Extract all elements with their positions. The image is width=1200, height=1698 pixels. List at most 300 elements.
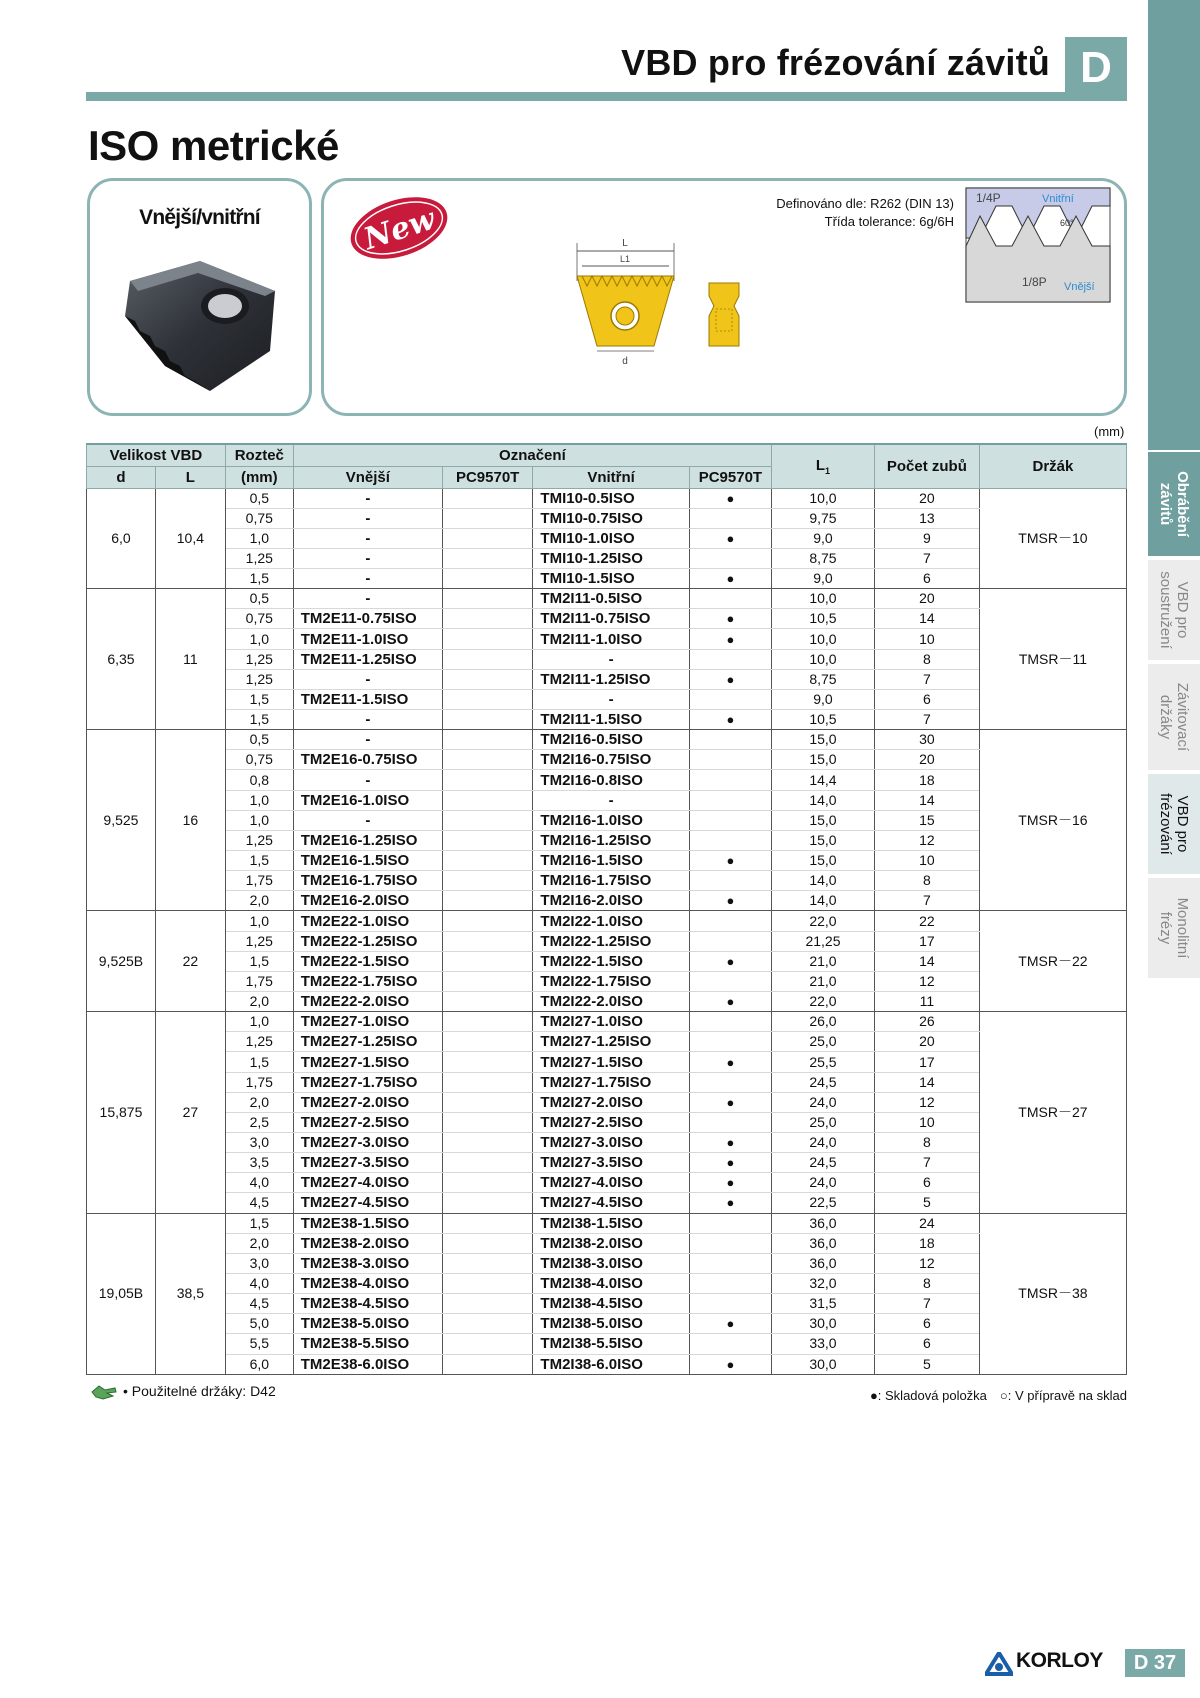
- teeth-count: 10: [874, 629, 979, 649]
- teeth-count: 30: [874, 730, 979, 750]
- external-code: TM2E38-2.0ISO: [293, 1233, 442, 1253]
- pitch: 4,0: [225, 1273, 293, 1293]
- grade-int-stock: ●: [689, 629, 771, 649]
- grade-int-stock: ●: [689, 992, 771, 1012]
- grade-int-stock: [689, 750, 771, 770]
- external-code: TM2E22-2.0ISO: [293, 992, 442, 1012]
- table-row: [87, 1112, 1127, 1132]
- table-row: [87, 911, 1127, 931]
- grade-ext-stock: [442, 730, 533, 750]
- external-code: TM2E11-1.0ISO: [293, 629, 442, 649]
- L1-value: 9,0: [772, 689, 875, 709]
- thread-profile-diagram: [964, 186, 1112, 306]
- L1-value: 32,0: [772, 1273, 875, 1293]
- definition-standard: Definováno dle: R262 (DIN 13): [776, 196, 954, 211]
- size-d: 6,0: [87, 488, 156, 589]
- grade-ext-stock: [442, 770, 533, 790]
- dim-L1: L1: [619, 254, 631, 264]
- L1-value: 14,0: [772, 790, 875, 810]
- table-row: [87, 830, 1127, 850]
- grade-ext-stock: [442, 830, 533, 850]
- grade-int-stock: [689, 911, 771, 931]
- grade-ext-stock: [442, 1012, 533, 1032]
- pitch: 1,25: [225, 649, 293, 669]
- pitch: 1,5: [225, 1213, 293, 1233]
- size-d: 9,525: [87, 730, 156, 911]
- pitch: 2,5: [225, 1112, 293, 1132]
- table-row: [87, 569, 1127, 589]
- teeth-count: 20: [874, 1032, 979, 1052]
- teeth-count: 6: [874, 1173, 979, 1193]
- header-designation: Označení: [293, 444, 771, 466]
- external-code: TM2E16-2.0ISO: [293, 891, 442, 911]
- internal-code: -: [533, 689, 689, 709]
- table-row: [87, 1193, 1127, 1213]
- new-badge-text: New: [359, 201, 440, 258]
- internal-code: TM2I11-1.25ISO: [533, 669, 689, 689]
- internal-code: -: [533, 649, 689, 669]
- pitch: 1,75: [225, 971, 293, 991]
- profile-angle-label: 60°: [1060, 218, 1074, 228]
- table-row: [87, 730, 1127, 750]
- teeth-count: 6: [874, 689, 979, 709]
- size-L: 22: [155, 911, 225, 1012]
- side-tab-label: VBD pro soustružení: [1157, 571, 1191, 649]
- pitch: 2,0: [225, 891, 293, 911]
- external-code: -: [293, 810, 442, 830]
- internal-code: TM2I11-1.0ISO: [533, 629, 689, 649]
- table-row: [87, 1213, 1127, 1233]
- external-code: TM2E27-1.75ISO: [293, 1072, 442, 1092]
- pitch: 3,5: [225, 1153, 293, 1173]
- internal-code: TMI10-1.0ISO: [533, 528, 689, 548]
- grade-ext-stock: [442, 1314, 533, 1334]
- grade-int-stock: ●: [689, 891, 771, 911]
- internal-code: TMI10-0.75ISO: [533, 508, 689, 528]
- pitch: 1,5: [225, 851, 293, 871]
- grade-int-stock: ●: [689, 669, 771, 689]
- teeth-count: 13: [874, 508, 979, 528]
- section-letter: D: [1065, 37, 1127, 99]
- external-code: -: [293, 528, 442, 548]
- teeth-count: 26: [874, 1012, 979, 1032]
- table-row: [87, 1032, 1127, 1052]
- holders-note-text: • Použitelné držáky: D42: [123, 1383, 276, 1399]
- internal-code: TM2I38-5.0ISO: [533, 1314, 689, 1334]
- size-L: 38,5: [155, 1213, 225, 1374]
- holder: TMSR－10: [979, 488, 1126, 589]
- grade-int-stock: ●: [689, 1052, 771, 1072]
- external-code: TM2E27-2.0ISO: [293, 1092, 442, 1112]
- grade-int-stock: [689, 1273, 771, 1293]
- insert-table: [86, 443, 1127, 1375]
- L1-value: 21,25: [772, 931, 875, 951]
- grade-int-stock: ●: [689, 951, 771, 971]
- internal-code: TMI10-1.5ISO: [533, 569, 689, 589]
- L1-value: 30,0: [772, 1314, 875, 1334]
- definition-text: [776, 195, 954, 231]
- header-pitch: Rozteč: [225, 444, 293, 466]
- unit-note: (mm): [1094, 424, 1125, 439]
- page-title: ISO metrické: [88, 122, 339, 169]
- L1-value: 15,0: [772, 851, 875, 871]
- grade-ext-stock: [442, 1334, 533, 1354]
- side-tab-label: Závitovací držáky: [1157, 682, 1191, 752]
- pitch: 0,5: [225, 488, 293, 508]
- pitch: 1,5: [225, 689, 293, 709]
- external-code: TM2E16-0.75ISO: [293, 750, 442, 770]
- grade-int-stock: ●: [689, 1173, 771, 1193]
- table-row: [87, 1233, 1127, 1253]
- internal-code: TM2I11-0.75ISO: [533, 609, 689, 629]
- grade-ext-stock: [442, 1253, 533, 1273]
- external-code: TM2E27-1.0ISO: [293, 1012, 442, 1032]
- header-pitch-unit: (mm): [225, 466, 293, 488]
- holder: TMSR－16: [979, 730, 1126, 911]
- grade-ext-stock: [442, 589, 533, 609]
- grade-int-stock: [689, 1112, 771, 1132]
- grade-ext-stock: [442, 810, 533, 830]
- grade-int-stock: ●: [689, 1314, 771, 1334]
- insert-caption: Vnější/vnitřní: [139, 206, 260, 229]
- table-row: [87, 1173, 1127, 1193]
- grade-ext-stock: [442, 891, 533, 911]
- L1-value: 15,0: [772, 810, 875, 830]
- teeth-count: 5: [874, 1193, 979, 1213]
- teeth-count: 18: [874, 1233, 979, 1253]
- header-grade-ext: PC9570T: [442, 466, 533, 488]
- internal-code: TM2I22-1.5ISO: [533, 951, 689, 971]
- grade-ext-stock: [442, 931, 533, 951]
- grade-ext-stock: [442, 609, 533, 629]
- header-holder: Držák: [979, 444, 1126, 488]
- size-L: 16: [155, 730, 225, 911]
- pitch: 1,5: [225, 1052, 293, 1072]
- side-tab-label: Obrábění závitů: [1157, 471, 1191, 537]
- pitch: 1,0: [225, 1012, 293, 1032]
- table-row: [87, 1012, 1127, 1032]
- table-row: [87, 1354, 1127, 1374]
- external-code: -: [293, 710, 442, 730]
- grade-ext-stock: [442, 669, 533, 689]
- external-code: TM2E38-1.5ISO: [293, 1213, 442, 1233]
- teeth-count: 20: [874, 750, 979, 770]
- holder: TMSR－27: [979, 1012, 1126, 1213]
- pitch: 1,0: [225, 629, 293, 649]
- external-code: -: [293, 569, 442, 589]
- teeth-count: 7: [874, 669, 979, 689]
- side-tab-obrabeni-zavitu[interactable]: [1148, 452, 1200, 556]
- grade-ext-stock: [442, 528, 533, 548]
- grade-int-stock: [689, 871, 771, 891]
- table-row: [87, 689, 1127, 709]
- internal-code: TM2I22-1.25ISO: [533, 931, 689, 951]
- header-external: Vnější: [293, 466, 442, 488]
- L1-value: 10,0: [772, 589, 875, 609]
- size-L: 11: [155, 589, 225, 730]
- grade-int-stock: ●: [689, 528, 771, 548]
- holders-note: [91, 1383, 276, 1400]
- teeth-count: 12: [874, 830, 979, 850]
- L1-value: 14,0: [772, 871, 875, 891]
- pitch: 0,5: [225, 730, 293, 750]
- table-row: [87, 1153, 1127, 1173]
- external-code: TM2E38-4.0ISO: [293, 1273, 442, 1293]
- grade-int-stock: [689, 548, 771, 568]
- internal-code: TM2I38-3.0ISO: [533, 1253, 689, 1273]
- holder: TMSR－11: [979, 589, 1126, 730]
- external-code: -: [293, 589, 442, 609]
- L1-value: 24,5: [772, 1153, 875, 1173]
- table-row: [87, 609, 1127, 629]
- grade-int-stock: [689, 649, 771, 669]
- L1-value: 26,0: [772, 1012, 875, 1032]
- external-code: TM2E22-1.5ISO: [293, 951, 442, 971]
- grade-int-stock: [689, 931, 771, 951]
- pitch: 4,5: [225, 1294, 293, 1314]
- internal-code: TM2I16-1.75ISO: [533, 871, 689, 891]
- grade-int-stock: ●: [689, 1153, 771, 1173]
- L1-value: 10,5: [772, 609, 875, 629]
- side-tab-vbd-soustruzeni[interactable]: [1148, 560, 1200, 660]
- table-row: [87, 790, 1127, 810]
- grade-ext-stock: [442, 488, 533, 508]
- internal-code: TM2I16-0.5ISO: [533, 730, 689, 750]
- L1-value: 25,0: [772, 1112, 875, 1132]
- grade-ext-stock: [442, 911, 533, 931]
- grade-int-stock: [689, 689, 771, 709]
- profile-external-label: Vnější: [1064, 281, 1095, 293]
- external-code: TM2E27-2.5ISO: [293, 1112, 442, 1132]
- grade-ext-stock: [442, 1273, 533, 1293]
- pitch: 1,25: [225, 548, 293, 568]
- L1-value: 10,0: [772, 629, 875, 649]
- grade-ext-stock: [442, 689, 533, 709]
- grade-int-stock: [689, 1032, 771, 1052]
- table-row: [87, 770, 1127, 790]
- size-d: 19,05B: [87, 1213, 156, 1374]
- grade-ext-stock: [442, 1193, 533, 1213]
- pitch: 1,25: [225, 669, 293, 689]
- pitch: 0,75: [225, 508, 293, 528]
- teeth-count: 8: [874, 1133, 979, 1153]
- teeth-count: 9: [874, 528, 979, 548]
- L1-value: 15,0: [772, 750, 875, 770]
- L1-value: 15,0: [772, 830, 875, 850]
- profile-bottom-label: 1/8P: [1022, 275, 1047, 289]
- table-row: [87, 951, 1127, 971]
- table-row: [87, 871, 1127, 891]
- external-code: TM2E27-3.0ISO: [293, 1133, 442, 1153]
- pitch: 0,75: [225, 609, 293, 629]
- pitch: 1,25: [225, 1032, 293, 1052]
- teeth-count: 6: [874, 1334, 979, 1354]
- size-L: 10,4: [155, 488, 225, 589]
- grade-ext-stock: [442, 1354, 533, 1374]
- header-grade-int: PC9570T: [689, 466, 771, 488]
- teeth-count: 11: [874, 992, 979, 1012]
- pitch: 1,0: [225, 810, 293, 830]
- internal-code: TM2I22-2.0ISO: [533, 992, 689, 1012]
- table-row: [87, 750, 1127, 770]
- teeth-count: 14: [874, 609, 979, 629]
- external-code: TM2E16-1.75ISO: [293, 871, 442, 891]
- grade-int-stock: [689, 830, 771, 850]
- side-tab-vbd-frezovani[interactable]: [1148, 774, 1200, 874]
- internal-code: TM2I27-1.75ISO: [533, 1072, 689, 1092]
- L1-value: 24,0: [772, 1133, 875, 1153]
- pointing-hand-icon: [91, 1384, 117, 1400]
- internal-code: TM2I16-1.5ISO: [533, 851, 689, 871]
- teeth-count: 8: [874, 1273, 979, 1293]
- internal-code: TM2I16-1.25ISO: [533, 830, 689, 850]
- pitch: 3,0: [225, 1133, 293, 1153]
- grade-ext-stock: [442, 951, 533, 971]
- L1-value: 21,0: [772, 951, 875, 971]
- grade-ext-stock: [442, 508, 533, 528]
- grade-ext-stock: [442, 871, 533, 891]
- table-row: [87, 548, 1127, 568]
- L1-value: 36,0: [772, 1233, 875, 1253]
- L1-value: 31,5: [772, 1294, 875, 1314]
- L1-value: 24,0: [772, 1173, 875, 1193]
- grade-int-stock: ●: [689, 710, 771, 730]
- grade-ext-stock: [442, 548, 533, 568]
- teeth-count: 20: [874, 488, 979, 508]
- L1-value: 15,0: [772, 730, 875, 750]
- pitch: 1,25: [225, 830, 293, 850]
- grade-ext-stock: [442, 569, 533, 589]
- grade-ext-stock: [442, 1072, 533, 1092]
- table-row: [87, 971, 1127, 991]
- table-row: [87, 992, 1127, 1012]
- teeth-count: 24: [874, 1213, 979, 1233]
- holder: TMSR－38: [979, 1213, 1126, 1374]
- internal-code: TM2I27-4.5ISO: [533, 1193, 689, 1213]
- teeth-count: 14: [874, 1072, 979, 1092]
- insert-photo-box: [87, 178, 312, 416]
- table-row: [87, 1092, 1127, 1112]
- profile-top-label: 1/4P: [976, 191, 1001, 205]
- internal-code: TM2I38-5.5ISO: [533, 1334, 689, 1354]
- external-code: TM2E11-1.5ISO: [293, 689, 442, 709]
- teeth-count: 10: [874, 1112, 979, 1132]
- side-tab-label: Monolitní frézy: [1157, 897, 1191, 959]
- pitch: 4,5: [225, 1193, 293, 1213]
- external-code: TM2E27-1.25ISO: [293, 1032, 442, 1052]
- table-row: [87, 1052, 1127, 1072]
- grade-ext-stock: [442, 851, 533, 871]
- grade-int-stock: ●: [689, 1193, 771, 1213]
- grade-ext-stock: [442, 1173, 533, 1193]
- grade-int-stock: ●: [689, 1354, 771, 1374]
- teeth-count: 7: [874, 891, 979, 911]
- grade-int-stock: ●: [689, 488, 771, 508]
- internal-code: TM2I11-0.5ISO: [533, 589, 689, 609]
- size-d: 6,35: [87, 589, 156, 730]
- grade-ext-stock: [442, 1213, 533, 1233]
- teeth-count: 10: [874, 851, 979, 871]
- pitch: 6,0: [225, 1354, 293, 1374]
- internal-code: TM2I38-4.0ISO: [533, 1273, 689, 1293]
- internal-code: TM2I16-2.0ISO: [533, 891, 689, 911]
- side-strip: [1148, 0, 1200, 450]
- teeth-count: 5: [874, 1354, 979, 1374]
- internal-code: TM2I27-1.25ISO: [533, 1032, 689, 1052]
- grade-int-stock: ●: [689, 1092, 771, 1112]
- pitch: 0,75: [225, 750, 293, 770]
- header-internal: Vnitřní: [533, 466, 689, 488]
- grade-int-stock: ●: [689, 609, 771, 629]
- L1-value: 9,75: [772, 508, 875, 528]
- teeth-count: 6: [874, 569, 979, 589]
- internal-code: TM2I38-6.0ISO: [533, 1354, 689, 1374]
- internal-code: TM2I27-2.5ISO: [533, 1112, 689, 1132]
- external-code: TM2E38-6.0ISO: [293, 1354, 442, 1374]
- side-tab-zavitovaci-drzaky[interactable]: [1148, 664, 1200, 770]
- pitch: 2,0: [225, 992, 293, 1012]
- teeth-count: 7: [874, 1294, 979, 1314]
- grade-ext-stock: [442, 971, 533, 991]
- external-code: TM2E27-4.5ISO: [293, 1193, 442, 1213]
- external-code: TM2E38-3.0ISO: [293, 1253, 442, 1273]
- external-code: TM2E16-1.0ISO: [293, 790, 442, 810]
- L1-value: 10,5: [772, 710, 875, 730]
- teeth-count: 8: [874, 649, 979, 669]
- external-code: TM2E38-5.0ISO: [293, 1314, 442, 1334]
- table-row: [87, 891, 1127, 911]
- header-teeth: Počet zubů: [874, 444, 979, 488]
- L1-value: 9,0: [772, 528, 875, 548]
- internal-code: TM2I27-3.5ISO: [533, 1153, 689, 1173]
- internal-code: TM2I38-2.0ISO: [533, 1233, 689, 1253]
- grade-int-stock: [689, 790, 771, 810]
- external-code: TM2E22-1.0ISO: [293, 911, 442, 931]
- internal-code: TMI10-0.5ISO: [533, 488, 689, 508]
- L1-value: 14,4: [772, 770, 875, 790]
- teeth-count: 7: [874, 1153, 979, 1173]
- internal-code: TM2I27-2.0ISO: [533, 1092, 689, 1112]
- pitch: 0,5: [225, 589, 293, 609]
- dim-d: d: [622, 356, 628, 367]
- insert-drawing: [554, 221, 774, 371]
- L1-value: 25,0: [772, 1032, 875, 1052]
- header-rule: [86, 92, 1127, 101]
- stock-legend: ●: Skladová položka ○: V přípravě na sklad: [869, 1388, 1127, 1403]
- grade-int-stock: ●: [689, 1133, 771, 1153]
- internal-code: TM2I16-1.0ISO: [533, 810, 689, 830]
- table-row: [87, 508, 1127, 528]
- dim-L: L: [622, 238, 628, 249]
- teeth-count: 6: [874, 1314, 979, 1334]
- teeth-count: 17: [874, 931, 979, 951]
- side-tab-monolitni-frezy[interactable]: [1148, 878, 1200, 978]
- grade-ext-stock: [442, 1133, 533, 1153]
- L1-value: 8,75: [772, 669, 875, 689]
- teeth-count: 12: [874, 971, 979, 991]
- table-row: [87, 810, 1127, 830]
- L1-value: 36,0: [772, 1213, 875, 1233]
- grade-int-stock: [689, 1072, 771, 1092]
- grade-int-stock: [689, 508, 771, 528]
- teeth-count: 15: [874, 810, 979, 830]
- L1-value: 22,5: [772, 1193, 875, 1213]
- size-L: 27: [155, 1012, 225, 1213]
- page-number: D 37: [1125, 1649, 1185, 1677]
- L1-value: 25,5: [772, 1052, 875, 1072]
- teeth-count: 14: [874, 951, 979, 971]
- grade-ext-stock: [442, 1052, 533, 1072]
